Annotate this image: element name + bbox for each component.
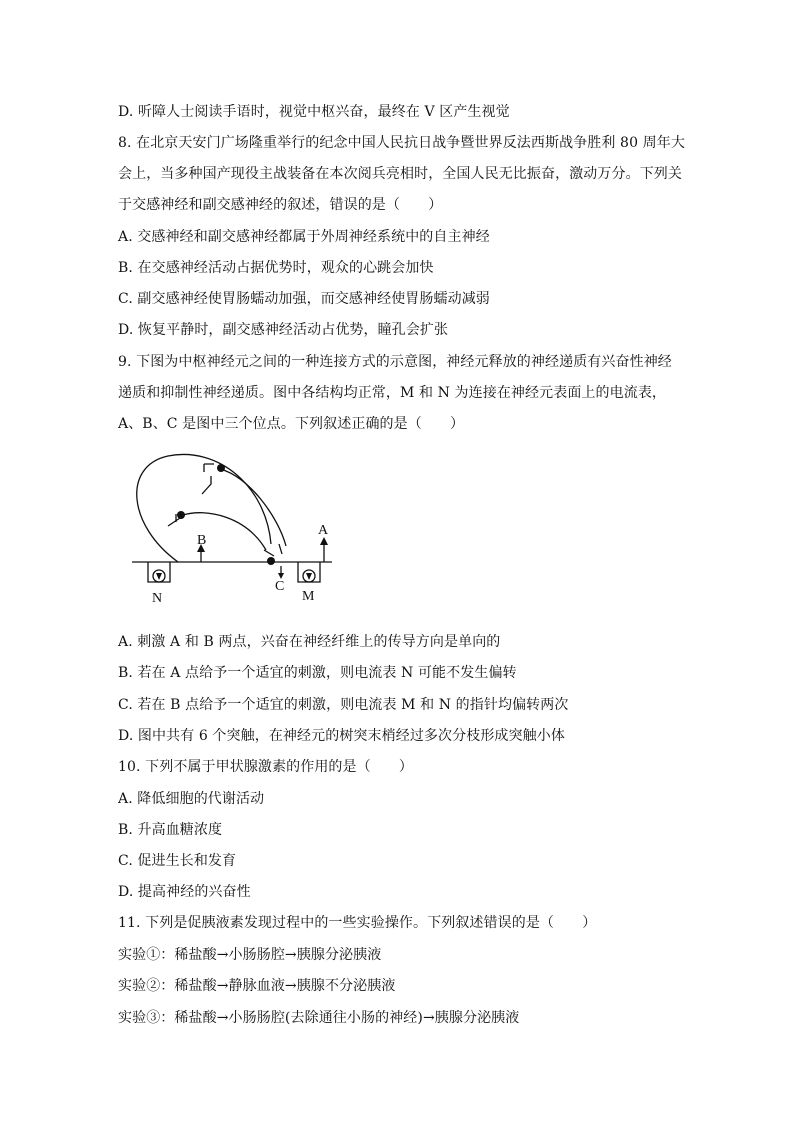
label-c: C <box>275 579 285 594</box>
upper-synapse-branch <box>202 476 211 494</box>
option-10b: B. 升高血糖浓度 <box>118 822 223 838</box>
label-b: B <box>197 533 207 548</box>
terminal-synapse-marks <box>264 544 282 556</box>
experiment-2: 实验②：稀盐酸→静脉血液→胰腺不分泌胰液 <box>118 978 396 994</box>
meter-m-needle <box>306 573 312 580</box>
question-8-line-2: 会上，当多种国产现役主战装备在本次阅兵亮相时，全国人民无比振奋，激动万分。下列关 <box>118 166 682 182</box>
middle-neuron-axon <box>183 513 266 550</box>
question-8-line-1: 8. 在北京天安门广场隆重举行的纪念中国人民抗日战争暨世界反法西斯战争胜利 80 周年大 <box>118 135 685 151</box>
meter-n-needle <box>156 573 162 580</box>
question-11: 11. 下列是促胰液素发现过程中的一些实验操作。下列叙述错误的是（ ） <box>118 915 597 931</box>
option-8c: C. 副交感神经使胃肠蠕动加强，而交感神经使胃肠蠕动减弱 <box>118 291 490 307</box>
a-arrowhead <box>320 537 328 545</box>
upper-neuron-axon <box>220 469 286 546</box>
label-a: A <box>318 523 329 538</box>
option-8b: B. 在交感神经活动占据优势时，观众的心跳会加快 <box>118 260 434 276</box>
option-8a: A. 交感神经和副交感神经都属于外周神经系统中的自主神经 <box>118 229 490 245</box>
upper-synapse-bar <box>204 464 214 472</box>
question-9-line-1: 9. 下图为中枢神经元之间的一种连接方式的示意图，神经元释放的神经递质有兴奋性神经 <box>118 354 672 370</box>
experiment-1: 实验①：稀盐酸→小肠肠腔→胰腺分泌胰液 <box>118 947 382 963</box>
option-8d: D. 恢复平静时，副交感神经活动占优势，瞳孔会扩张 <box>118 322 449 338</box>
terminal-neuron-body <box>267 557 275 565</box>
option-10a: A. 降低细胞的代谢活动 <box>118 791 265 807</box>
option-7d: D. 听障人士阅读手语时，视觉中枢兴奋，最终在 V 区产生视觉 <box>118 104 510 120</box>
option-9a: A. 刺激 A 和 B 两点，兴奋在神经纤维上的传导方向是单向的 <box>118 634 501 650</box>
option-9d: D. 图中共有 6 个突触，在神经元的树突末梢经过多次分枝形成突触小体 <box>118 728 565 744</box>
option-9b: B. 若在 A 点给予一个适宜的刺激，则电流表 N 可能不发生偏转 <box>118 665 517 681</box>
option-10c: C. 促进生长和发育 <box>118 853 237 869</box>
label-n: N <box>152 591 163 606</box>
experiment-3: 实验③：稀盐酸→小肠肠腔(去除通往小肠的神经)→胰腺分泌胰液 <box>118 1010 520 1026</box>
option-10d: D. 提高神经的兴奋性 <box>118 884 251 900</box>
question-9-line-3: A、B、C 是图中三个位点。下列叙述正确的是（ ） <box>118 416 465 432</box>
question-9-line-2: 递质和抑制性神经递质。图中各结构均正常，M 和 N 为连接在神经元表面上的电流表， <box>118 385 667 401</box>
label-m: M <box>302 589 315 604</box>
question-10: 10. 下列不属于甲状腺激素的作用的是（ ） <box>118 759 414 775</box>
upper-neuron-body <box>217 464 225 472</box>
question-8-line-3: 于交感神经和副交感神经的叙述，错误的是（ ） <box>118 197 443 213</box>
option-9c: C. 若在 B 点给予一个适宜的刺激，则电流表 M 和 N 的指针均偏转两次 <box>118 697 569 713</box>
neuron-diagram <box>128 446 348 616</box>
middle-neuron-body <box>177 511 185 519</box>
